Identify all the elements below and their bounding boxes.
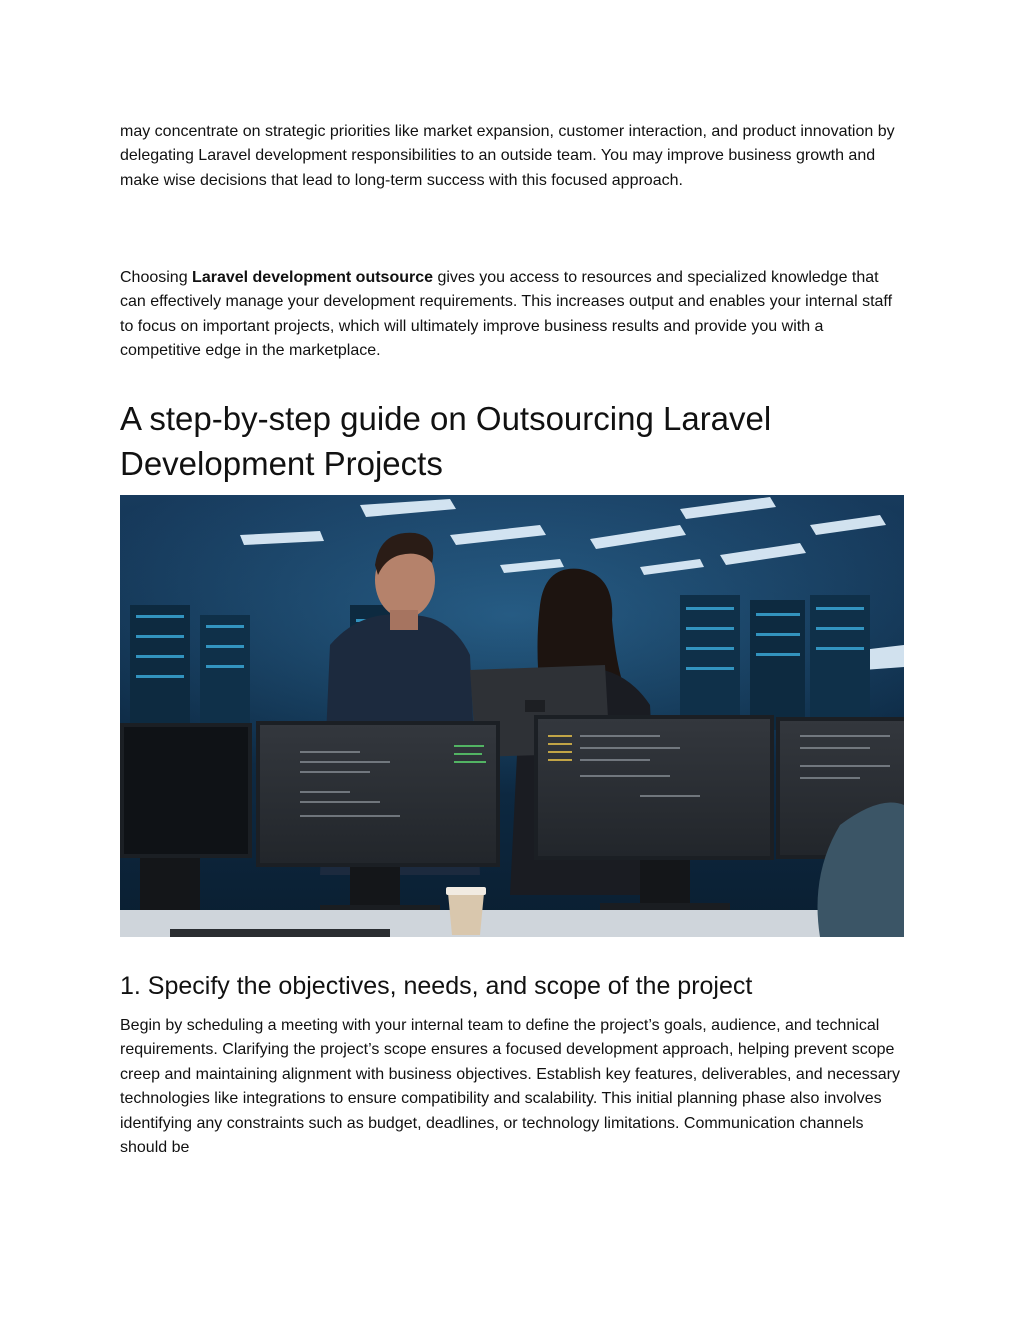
- section-paragraph: Begin by scheduling a meeting with your internal team to define the project’s goals, audience, and technical requirements. Clarifying the project’s scope ensures a focused development approach, helping prevent scope creep and maintaining alignment with business objectives. Establish key features, deliverables, and necessary technologies like integrations to ensure compatibility and scalability. This initial planning phase also involves identifying any constraints such as budget, deadlines, or technology limitations. Communication channels should be: [120, 1017, 900, 1157]
- paragraph-text-start: Choosing: [120, 269, 193, 286]
- bold-keyword: Laravel development outsource: [192, 269, 434, 286]
- section-heading: 1. Specify the objectives, needs, and scope of the project: [120, 972, 753, 1000]
- intro-paragraph: may concentrate on strategic priorities like market expansion, customer interaction, and product innovation by delegating Laravel development responsibilities to an outside team. You may improve business growth and make wise decisions that lead to long-term success with this focused approach.: [120, 123, 895, 189]
- outsource-paragraph: [120, 266, 905, 364]
- server-room-photo: [120, 495, 904, 937]
- paragraph-text-end: gives you access to resources and specialized knowledge that can effectively manage your development requirements. This increases output and enables your internal staff to focus on important projects, which will ultimately improve business results and provide you with a competitive edge in the marketplace.: [120, 269, 893, 360]
- main-heading: A step-by-step guide on Outsourcing Laravel Development Projects: [120, 400, 772, 482]
